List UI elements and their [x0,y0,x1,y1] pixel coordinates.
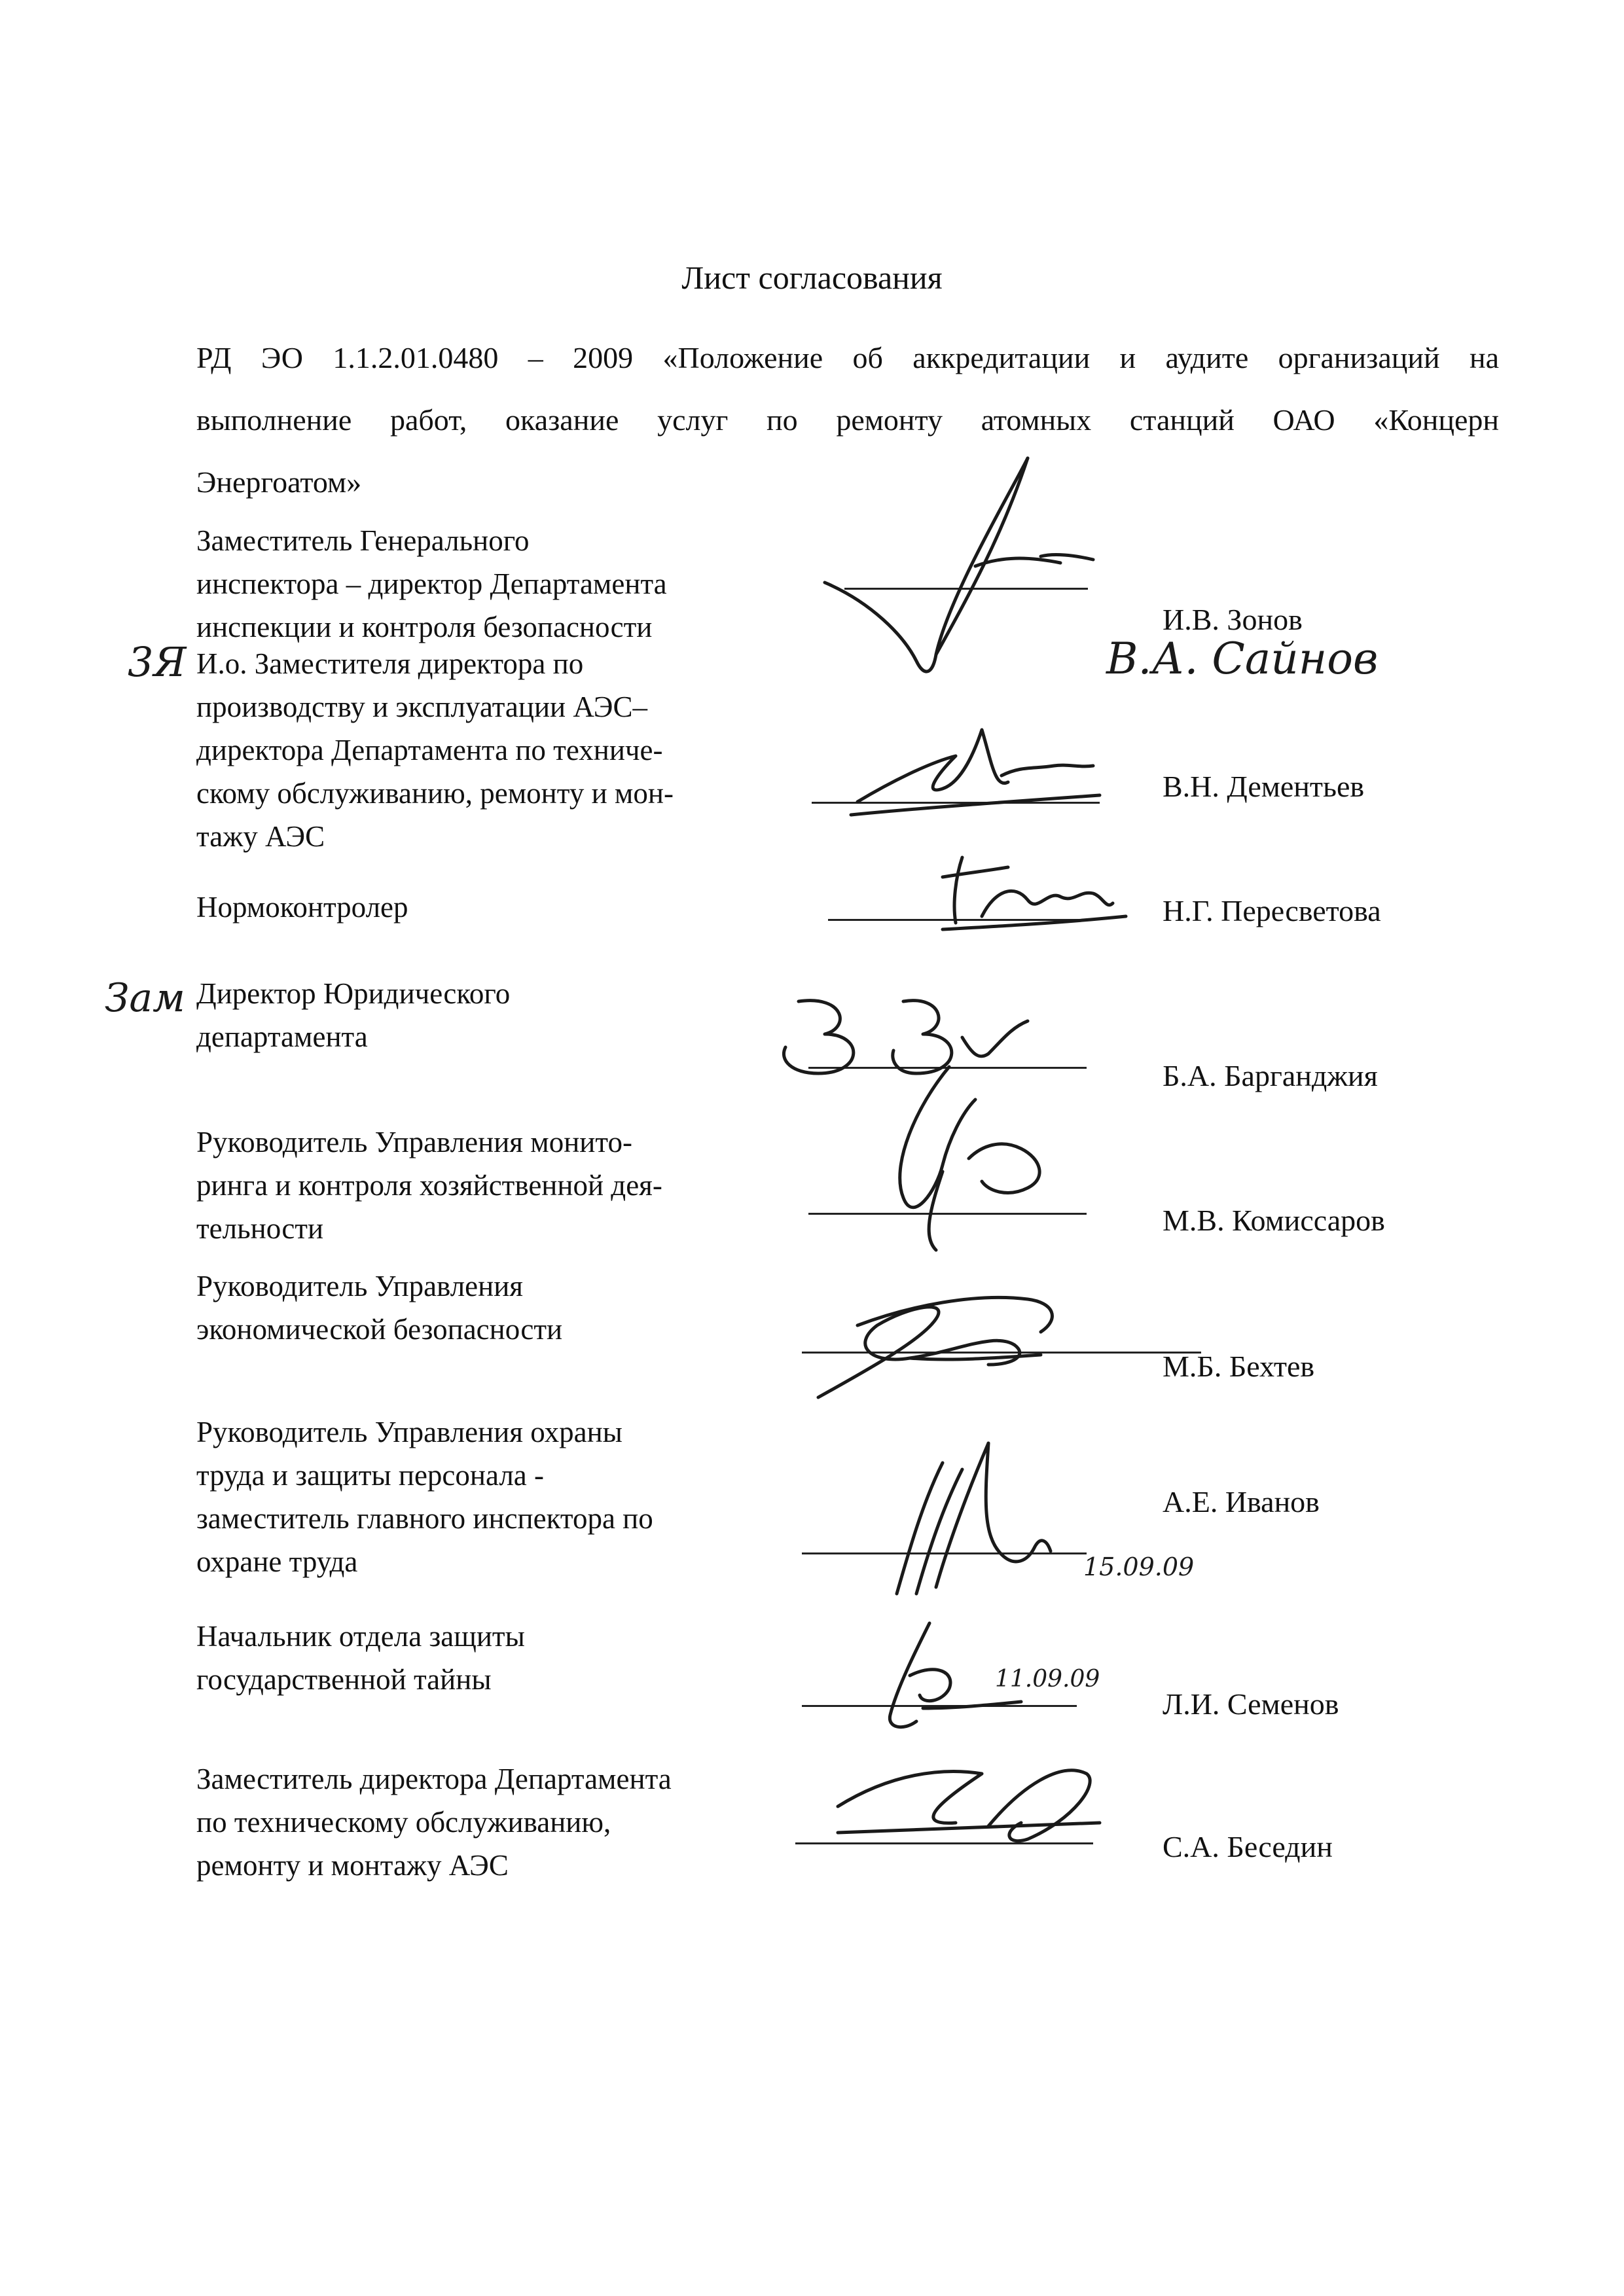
signatory-6-name: М.Б. Бехтев [1163,1350,1315,1383]
signature-2 [838,704,1113,828]
signature-8 [857,1610,1028,1741]
signatory-6-position: Руководитель Управления экономической безопасности [196,1270,563,1346]
signatory-8-position: Начальник отдела защиты государственной тайны [196,1620,525,1696]
signatory-5-name: М.В. Комиссаров [1163,1204,1385,1237]
document-title-line-1: РД ЭО 1.1.2.01.0480 – 2009 «Положение об аккредитации и аудите организаций на [196,341,1499,374]
margin-note-zam: Зам [105,975,185,1021]
sheet-title: Лист согласования [681,259,943,296]
signatory-5-position: Руководитель Управления монито- ринга и контроля хозяйственной дея- тельности [196,1126,662,1245]
signatory-3-name: Н.Г. Пересветова [1163,894,1381,927]
signature-1 [753,452,1119,687]
signature-6 [779,1266,1093,1417]
signature-5 [851,1041,1087,1257]
signatory-4-name: Б.А. Барганджия [1163,1059,1378,1092]
signature-date-7: 15.09.09 [1083,1552,1195,1581]
signature-date-8: 11.09.09 [995,1666,1100,1693]
signatory-4-position: Директор Юридического департамента [196,977,511,1053]
signatory-7-name: А.Е. Иванов [1163,1485,1320,1518]
signatory-1-name: И.В. Зонов [1163,603,1303,636]
signatory-3-position: Нормоконтролер [196,891,408,924]
signatory-7-position: Руководитель Управления охраны труда и защиты персонала - заместитель главного инспектора по охране труда [196,1416,653,1578]
signatory-9-position: Заместитель директора Департамента по техническому обслуживанию, ремонту и монтажу АЭС [196,1763,672,1882]
signature-7 [871,1404,1080,1607]
signature-9 [812,1748,1126,1865]
signatory-2-name: В.Н. Дементьев [1163,770,1365,803]
handwritten-name-note: В.А. Сайнов [1106,634,1379,684]
signatory-2-position: И.о. Заместителя директора по производству и эксплуатации АЭС– директора Департамента по техниче- скому обслуживанию, ремонту и мон- тажу АЭС [196,647,674,853]
signature-3 [916,838,1132,942]
signatory-9-name: С.А. Беседин [1163,1830,1333,1863]
margin-note-left: 3Я [128,638,187,686]
signatory-1-position: Заместитель Генерального инспектора – директор Департамента инспекции и контроля безопасности [196,524,667,643]
signatory-8-name: Л.И. Семенов [1163,1687,1339,1721]
document-title-line-2: выполнение работ, оказание услуг по ремонту атомных станций ОАО «Концерн [196,403,1499,437]
document-title-line-3: Энергоатом» [196,465,362,499]
